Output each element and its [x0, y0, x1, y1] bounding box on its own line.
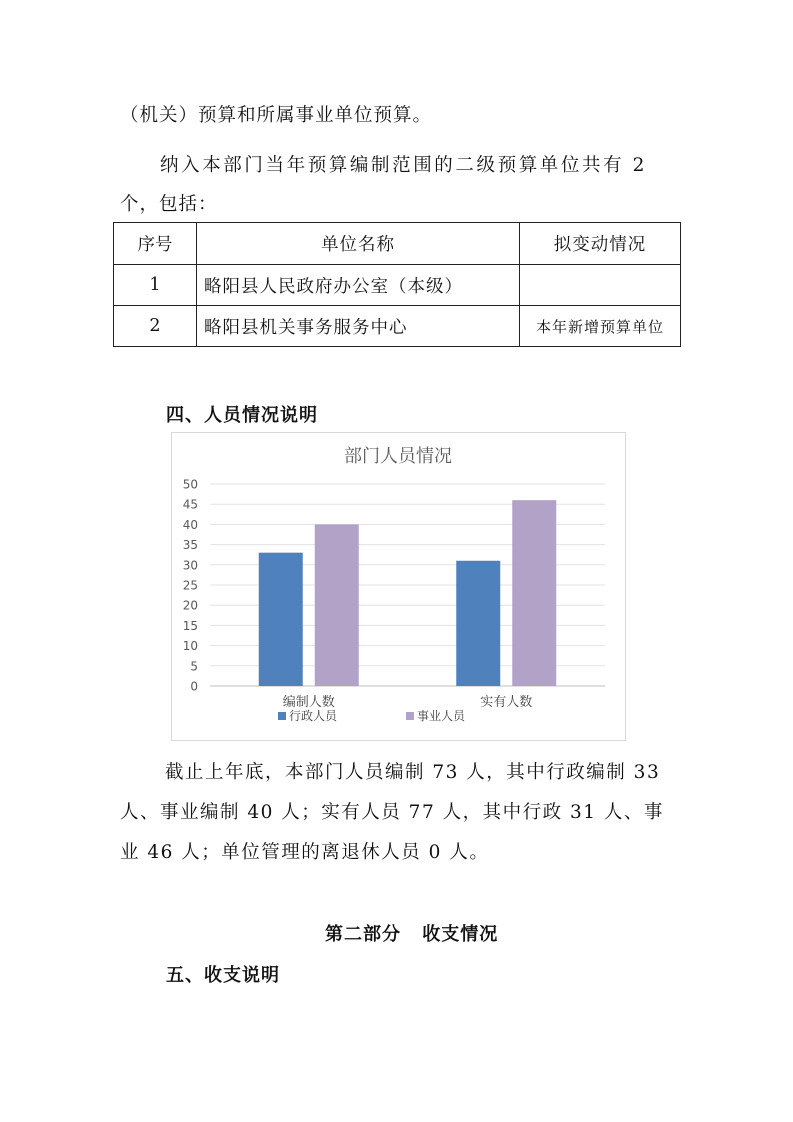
intro-line-1: （机关）预算和所属事业单位预算。	[120, 105, 433, 126]
y-tick-label: 50	[182, 477, 198, 492]
table-row	[114, 265, 681, 306]
legend-swatch	[406, 712, 414, 720]
y-tick-label: 40	[182, 517, 198, 532]
y-tick-label: 45	[182, 497, 198, 512]
header-no: 序号	[114, 223, 197, 265]
bar-行政人员	[456, 561, 500, 686]
intro-line-2: 纳入本部门当年预算编制范围的二级预算单位共有 2	[160, 155, 648, 176]
section-4-heading: 四、人员情况说明	[166, 405, 318, 426]
y-tick-label: 0	[190, 679, 198, 694]
bar-事业人员	[512, 500, 556, 686]
header-name: 单位名称	[197, 223, 520, 265]
row-no: 1	[114, 265, 197, 306]
y-tick-label: 15	[182, 618, 198, 633]
section-5-heading: 五、收支说明	[166, 965, 280, 986]
bar-行政人员	[259, 553, 303, 686]
intro-line-3: 个，包括：	[120, 194, 218, 215]
staff-chart	[171, 432, 626, 741]
staff-text-line-1: 截止上年底，本部门人员编制 73 人，其中行政编制 33	[165, 762, 661, 783]
x-tick-label: 实有人数	[480, 695, 533, 710]
units-table	[113, 222, 681, 347]
part-2-heading: 第二部分 收支情况	[325, 924, 499, 945]
row-change	[520, 265, 681, 306]
x-tick-label: 编制人数	[282, 695, 335, 710]
y-tick-label: 20	[182, 598, 198, 613]
chart-title: 部门人员情况	[344, 446, 452, 467]
legend-swatch	[278, 712, 286, 720]
row-name: 略阳县机关事务服务中心	[197, 306, 520, 347]
table-row	[114, 306, 681, 347]
y-tick-label: 10	[182, 639, 198, 654]
legend-entry: 事业人员	[417, 709, 466, 723]
legend-entry: 行政人员	[289, 709, 338, 723]
staff-text-line-2: 人、事业编制 40 人；实有人员 77 人，其中行政 31 人、事	[120, 802, 664, 823]
y-tick-label: 25	[182, 578, 198, 593]
y-tick-label: 30	[182, 558, 198, 573]
header-change: 拟变动情况	[520, 223, 681, 265]
table-header-row	[114, 223, 681, 265]
row-no: 2	[114, 306, 197, 347]
row-change: 本年新增预算单位	[520, 306, 681, 347]
row-name: 略阳县人民政府办公室（本级）	[197, 265, 520, 306]
staff-chart-svg	[172, 433, 625, 740]
staff-text-line-3: 业 46 人；单位管理的离退休人员 0 人。	[120, 842, 490, 863]
y-tick-label: 5	[190, 659, 198, 674]
y-tick-label: 35	[182, 538, 198, 553]
bar-事业人员	[315, 524, 359, 686]
